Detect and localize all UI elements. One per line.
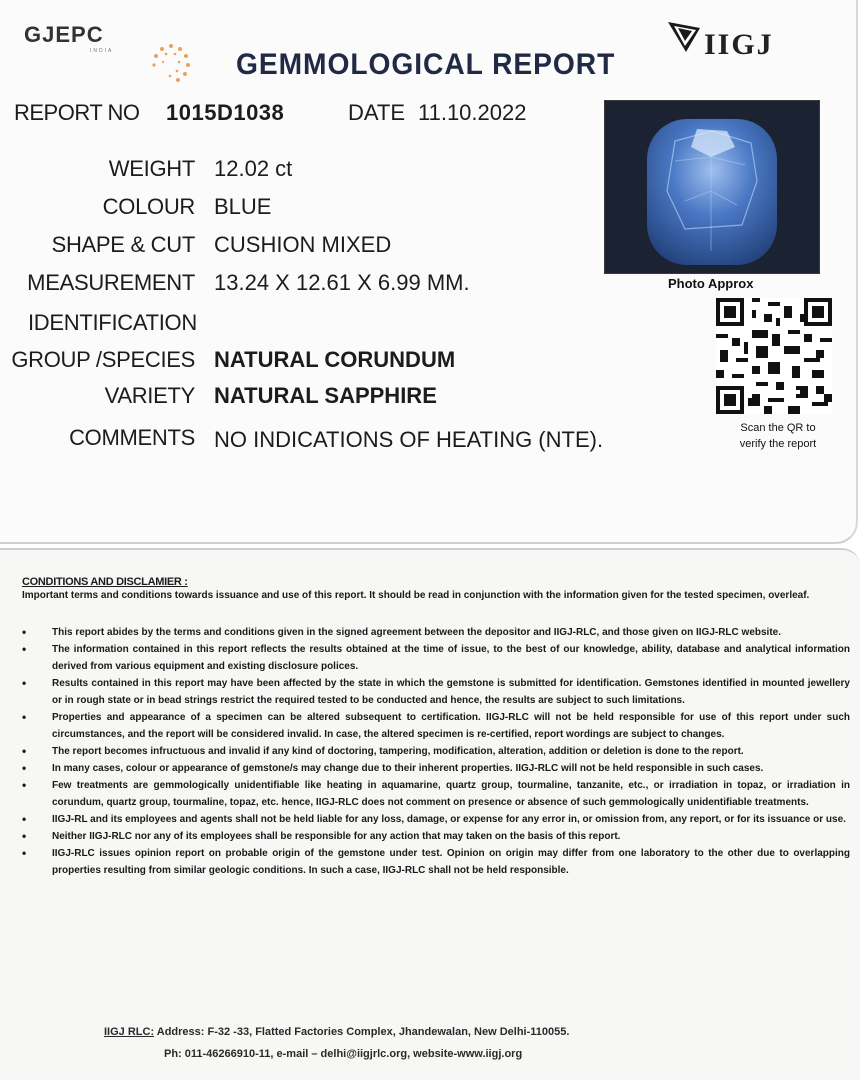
sunburst-icon [144,40,198,86]
colour-label: COLOUR [102,194,195,219]
gjepc-logo [24,22,114,54]
lab-address [104,1026,569,1038]
condition-item: • This report abides by the terms and conditions given in the signed agreement between the depositor and IIGJ-RLC, and those given on IIGJ-RLC website. [22,624,850,641]
diamond-logo-icon [666,18,702,54]
condition-item: • Properties and appearance of a specimen can be altered subsequent to certification. IIGJ-RLC will not be held responsible for use of this report under such circumstances, and the report will be considered invalid. In case, the altered specimen is re-certified, report wordings are subject to changes. [22,709,850,743]
variety-value: NATURAL SAPPHIRE [214,383,437,408]
lab-address-label: IIGJ RLC: [104,1026,155,1038]
lab-address-text: Address: F-32 -33, Flatted Factories Complex, Jhandewalan, New Delhi-110055. [154,1026,570,1038]
qr-instruction-line1: Scan the QR to [740,422,816,434]
group-species-label: GROUP /SPECIES [11,347,195,372]
condition-item: • IIGJ-RLC issues opinion report on probable origin of the gemstone under test. Opinion on origin may differ from one laboratory to the other due to overlapping properties resulting from similar geologic conditions. In such a case, IIGJ-RLC shall not be held responsible. [22,845,850,879]
weight-label: WEIGHT [108,156,195,181]
condition-item: • Few treatments are gemmologically unidentifiable like heating in aquamarine, quartz group, tourmaline, tanzanite, etc., or irradiation in topaz, or irradiation in corundum, quartz group, tourmaline, topaz, etc. hence, IIGJ-RLC does not comment on presence or absence of such gemmologically unidentifiable treatments. [22,777,850,811]
qr-instruction-line2: verify the report [739,438,817,450]
date-label: DATE [348,100,406,125]
report-no-value: 1015D1038 [166,100,285,125]
condition-item: • In many cases, colour or appearance of gemstone/s may change due to their inherent properties. IIGJ-RLC will not be held responsible in such cases. [22,760,850,777]
group-species-value: NATURAL CORUNDUM [214,347,456,372]
condition-item: • Results contained in this report may have been affected by the state in which the gemstone is submitted for identification. Gemstones identified in mounted jewellery or in rough state or in bead strings restrict the required tested to be conducted and hence, the results are subject to such limitations. [22,675,850,709]
condition-item: • Neither IIGJ-RLC nor any of its employees shall be responsible for any action that may taken on the basis of this report. [22,828,850,845]
conditions-list [22,624,850,879]
gjepc-logo-text: GJEPC [24,22,104,47]
weight-value: 12.02 ct [214,156,293,181]
date-value: 11.10.2022 [418,100,527,125]
identification-heading: IDENTIFICATION [28,310,197,335]
report-no-label: REPORT NO [14,100,140,125]
gem-photo [604,100,820,274]
shape-cut-value: CUSHION MIXED [214,232,392,257]
comments-label: COMMENTS [69,425,195,450]
page-title: GEMMOLOGICAL REPORT [236,48,616,81]
conditions-title: CONDITIONS AND DISCLAMIER : [22,576,188,588]
iigj-logo-text: IIGJ [704,28,774,61]
qr-code-icon[interactable] [716,298,832,414]
condition-item: • IIGJ-RL and its employees and agents shall not be held liable for any loss, damage, or expense for any error in, or omission from, any report, or for its issuance or use. [22,811,850,828]
gjepc-logo-subtext: INDIA [90,48,114,54]
sapphire-image [605,101,819,273]
condition-item: • The report becomes infructuous and invalid if any kind of doctoring, tampering, modification, alteration, addition or deletion is done to the report. [22,743,850,760]
condition-item: • The information contained in this report reflects the results obtained at the time of issue, to the best of our knowledge, ability, database and analytical information derived from various equipment and existing disclosure polices. [22,641,850,675]
shape-cut-label: SHAPE & CUT [51,232,195,257]
photo-caption: Photo Approx [668,276,754,291]
qr-instruction [730,420,826,452]
measurement-value: 13.24 X 12.61 X 6.99 MM. [214,270,470,295]
colour-value: BLUE [214,194,272,219]
comments-value: NO INDICATIONS OF HEATING (NTE). [214,427,604,452]
conditions-intro: Important terms and conditions towards issuance and use of this report. It should be read in conjunction with the information given for the tested specimen, overleaf. [22,590,810,601]
iigj-logo [666,16,816,76]
measurement-label: MEASUREMENT [27,270,195,295]
lab-contact: Ph: 011-46266910-11, e-mail – delhi@iigjrlc.org, website-www.iigj.org [164,1048,523,1060]
variety-label: VARIETY [104,383,195,408]
